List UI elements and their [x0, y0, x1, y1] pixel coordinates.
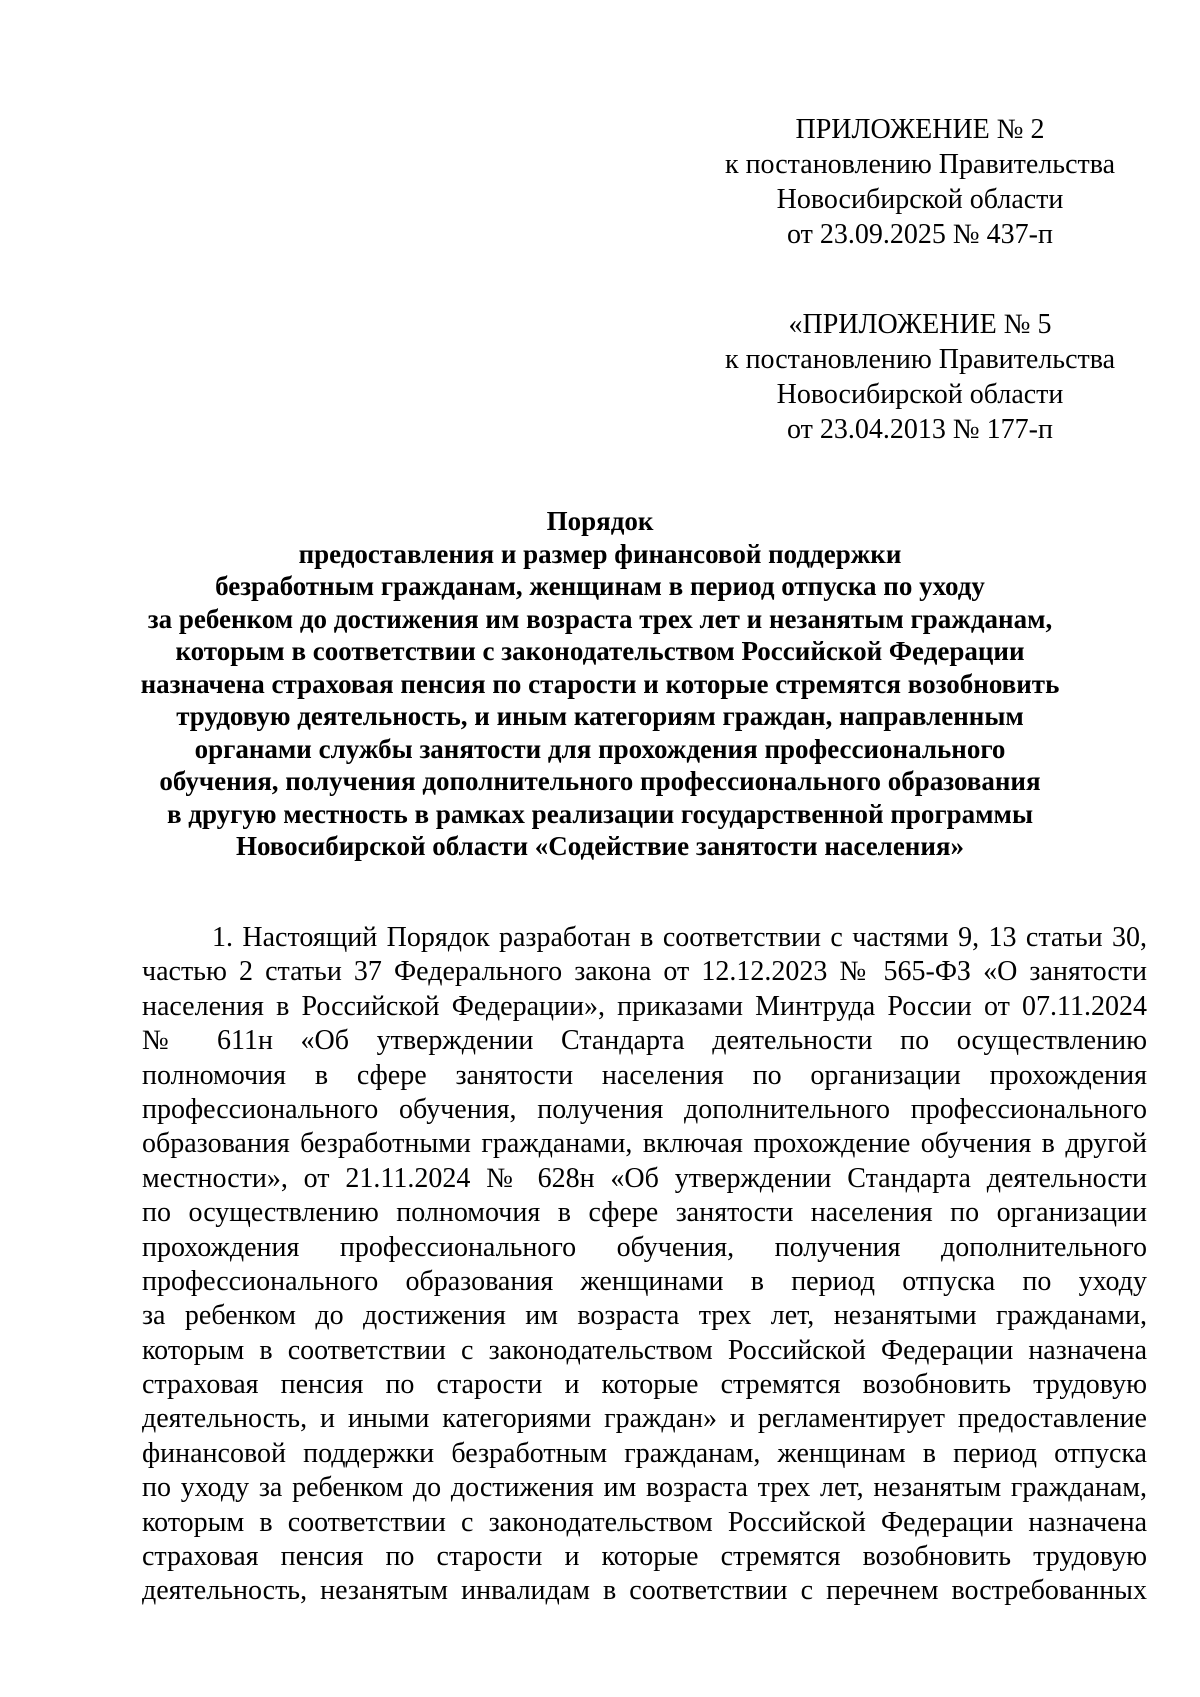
body-line: которым в соответствии с законодательством Российской Федерации назначена — [142, 1334, 1147, 1366]
appendix-2-number: ПРИЛОЖЕНИЕ № 2 — [795, 114, 1045, 145]
appendix-5-region: Новосибирской области — [776, 379, 1064, 410]
appendix-5-number: «ПРИЛОЖЕНИЕ № 5 — [788, 309, 1052, 340]
title-line: трудовую деятельность, и иным категориям граждан, направленным — [176, 701, 1024, 731]
body-line: частью 2 статьи 37 Федерального закона от 12.12.2023 № 565-ФЗ «О занятости — [142, 956, 1147, 988]
appendix-2-date: от 23.09.2025 № 437-п — [787, 219, 1053, 250]
title-line: органами службы занятости для прохождения профессионального — [194, 733, 1006, 764]
body-line: местности», от 21.11.2024 № 628н «Об утверждении Стандарта деятельности — [142, 1162, 1147, 1194]
body-line: деятельность, незанятым инвалидам в соответствии с перечнем востребованных — [142, 1575, 1147, 1607]
title-line: в другую местность в рамках реализации государственной программы — [166, 798, 1034, 829]
body-line: по уходу за ребенком до достижения им возраста трех лет, незанятым гражданам, — [142, 1472, 1147, 1504]
title-line: назначена страховая пенсия по старости и которые стремятся возобновить — [140, 668, 1060, 699]
body-line: за ребенком до достижения им возраста трех лет, незанятыми гражданами, — [142, 1300, 1147, 1332]
body-line: населения в Российской Федерации», приказами Минтруда России от 07.11.2024 — [142, 990, 1147, 1022]
body-line: финансовой поддержки безработным гражданам, женщинам в период отпуска — [142, 1437, 1147, 1469]
body-line: страховая пенсия по старости и которые стремятся возобновить трудовую — [142, 1369, 1147, 1401]
body-line: полномочия в сфере занятости населения по организации прохождения — [142, 1059, 1147, 1091]
title-line: Порядок — [546, 506, 654, 536]
body-line: прохождения профессионального обучения, получения дополнительного — [142, 1231, 1147, 1263]
appendix-2-region: Новосибирской области — [776, 184, 1064, 215]
title-line: Новосибирской области «Содействие занятости населения» — [235, 831, 965, 861]
body-line: профессионального обучения, получения дополнительного профессионального — [142, 1093, 1147, 1125]
body-line: страховая пенсия по старости и которые стремятся возобновить трудовую — [142, 1541, 1147, 1573]
title-line: предоставления и размер финансовой поддержки — [298, 538, 902, 569]
body-line: 1. Настоящий Порядок разработан в соответствии с частями 9, 13 статьи 30, — [212, 922, 1147, 953]
title-line: безработным гражданам, женщинам в период отпуска по уходу — [215, 571, 985, 601]
title-line: за ребенком до достижения им возраста трех лет и незанятым гражданам, — [147, 603, 1053, 634]
body-line: профессионального образования женщинами в период отпуска по уходу — [142, 1265, 1147, 1297]
appendix-2-header — [690, 112, 1150, 252]
appendix-5-header — [690, 307, 1150, 447]
document-title — [100, 505, 1100, 863]
title-line: которым в соответствии с законодательством Российской Федерации — [175, 636, 1025, 666]
body-line: деятельность, и иными категориями граждан» и регламентирует предоставление — [142, 1403, 1147, 1435]
title-line: обучения, получения дополнительного профессионального образования — [159, 766, 1041, 796]
body-line: которым в соответствии с законодательством Российской Федерации назначена — [142, 1506, 1147, 1538]
body-line: по осуществлению полномочия в сфере занятости населения по организации — [142, 1197, 1147, 1229]
body-paragraph — [142, 921, 1147, 1609]
appendix-5-reference: к постановлению Правительства — [724, 344, 1116, 375]
body-line: образования безработными гражданами, включая прохождение обучения в другой — [142, 1128, 1147, 1160]
appendix-5-date: от 23.04.2013 № 177-п — [787, 414, 1053, 445]
body-line: № 611н «Об утверждении Стандарта деятельности по осуществлению — [142, 1025, 1147, 1057]
appendix-2-reference: к постановлению Правительства — [724, 149, 1116, 180]
